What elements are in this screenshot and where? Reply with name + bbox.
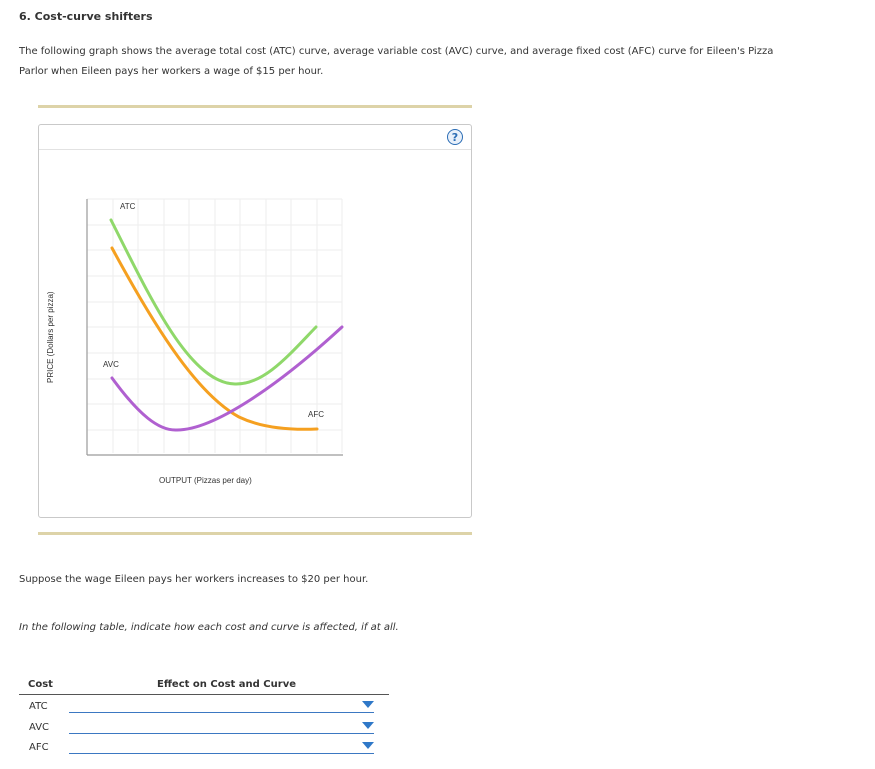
y-axis-label: PRICE (Dollars per pizza)	[46, 291, 55, 383]
chevron-down-icon	[362, 701, 374, 708]
row-label-avc: AVC	[29, 722, 50, 733]
graph-panel	[38, 124, 472, 518]
chevron-down-icon	[362, 742, 374, 749]
header-effect: Effect on Cost and Curve	[157, 679, 296, 690]
divider-top	[38, 105, 472, 108]
dropdown-afc-effect[interactable]	[69, 739, 374, 754]
afc-label: AFC	[308, 410, 324, 419]
question-title: 6. Cost-curve shifters	[19, 10, 153, 23]
divider-bottom	[38, 532, 472, 535]
row-label-afc: AFC	[29, 742, 49, 753]
x-axis-label: OUTPUT (Pizzas per day)	[159, 476, 252, 485]
cost-graph	[39, 125, 471, 517]
help-icon[interactable]: ?	[447, 129, 463, 145]
header-cost: Cost	[28, 679, 53, 690]
intro-text: The following graph shows the average total cost (ATC) curve, average variable cost (AVC) curve, and average fixed cost (AFC) curve for Eileen's Pizza Parlor when Eileen pays her workers a wage of $15 per hour.	[19, 46, 774, 77]
row-label-atc: ATC	[29, 701, 48, 712]
atc-label: ATC	[120, 202, 136, 211]
graph-grid	[87, 199, 342, 453]
dropdown-avc-effect[interactable]	[69, 719, 374, 734]
scenario-text: Suppose the wage Eileen pays her workers increases to $20 per hour.	[19, 574, 369, 585]
dropdown-atc-effect[interactable]	[69, 698, 374, 713]
chevron-down-icon	[362, 722, 374, 729]
table-header-divider	[19, 694, 389, 695]
avc-label: AVC	[103, 360, 119, 369]
instruction-text: In the following table, indicate how each cost and curve is affected, if at all.	[19, 622, 399, 633]
